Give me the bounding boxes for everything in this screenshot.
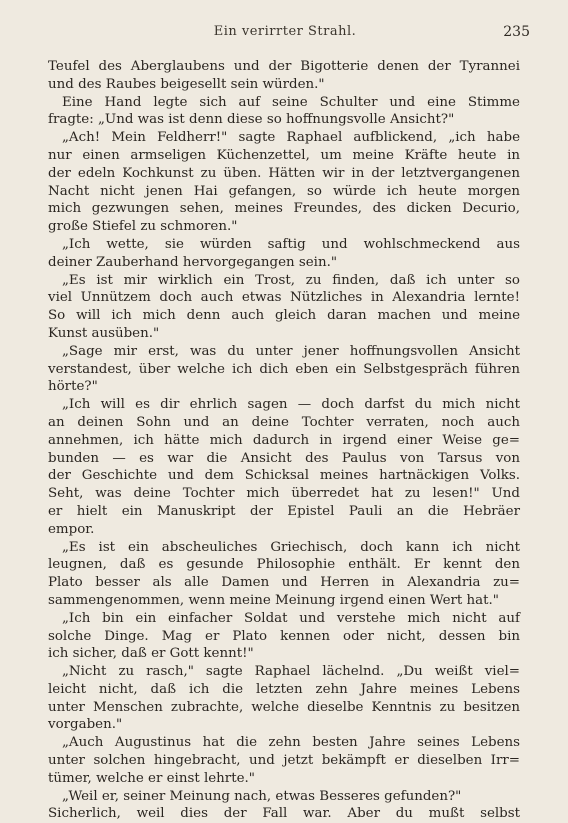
text-line: sammengenommen, wenn meine Meinung irgend einen Wert hat." (48, 592, 499, 608)
text-line: vorgaben." (48, 717, 123, 733)
text-line: unter Menschen zubrachte, welche dieselbe Kenntnis zu besitzen (48, 699, 520, 715)
text-line: Eine Hand legte sich auf seine Schulter und eine Stimme (62, 94, 520, 110)
body-text (48, 58, 520, 823)
text-line: „Nicht zu rasch," sagte Raphael lächelnd. „Du weißt viel= (62, 664, 520, 680)
text-line: der edeln Kochkunst zu üben. Hätten wir in der letztvergangenen (48, 165, 520, 181)
text-line: hörte?" (48, 379, 98, 395)
text-line: er hielt ein Manuskript der Epistel Pauli an die Hebräer (48, 503, 520, 519)
text-line: „Auch Augustinus hat die zehn besten Jahre seines Lebens (62, 735, 520, 751)
text-line: „Sage mir erst, was du unter jener hoffnungsvollen Ansicht (62, 343, 520, 359)
text-line: „Ich will es dir ehrlich sagen — doch darfst du mich nicht (62, 397, 520, 413)
text-line: Plato besser als alle Damen und Herren in Alexandria zu= (48, 575, 520, 591)
text-line: große Stiefel zu schmoren." (48, 219, 238, 235)
text-line: fragte: „Und was ist denn diese so hoffnungsvolle Ansicht?" (48, 112, 455, 128)
page-number: 235 (503, 24, 530, 40)
text-line: an deinen Sohn und an deine Tochter verraten, noch auch (48, 414, 520, 430)
text-line: „Ich wette, sie würden saftig und wohlschmeckend aus (62, 236, 520, 252)
text-line: leicht nicht, daß ich die letzten zehn Jahre meines Lebens (48, 681, 520, 697)
text-line: mich gezwungen sehen, meines Freundes, des dicken Decurio, (48, 201, 520, 217)
text-line: ich sicher, daß er Gott kennt!" (48, 646, 254, 662)
text-line: unter solchen hingebracht, und jetzt bekämpft er dieselben Irr= (48, 753, 520, 769)
text-line: Seht, was deine Tochter mich überredet hat zu lesen!" Und (48, 486, 520, 502)
text-line: „Es ist mir wirklich ein Trost, zu finden, daß ich unter so (62, 272, 520, 288)
text-line: annehmen, ich hätte mich dadurch in irgend einer Weise ge= (48, 432, 520, 448)
text-line: tümer, welche er einst lehrte." (48, 770, 255, 786)
text-line: „Weil er, seiner Meinung nach, etwas Besseres gefunden?" (62, 788, 462, 804)
text-line: der Geschichte und dem Schicksal meines hartnäckigen Volks. (48, 468, 520, 484)
text-line: empor. (48, 521, 95, 537)
text-line: Nacht nicht jenen Hai gefangen, so würde ich heute morgen (48, 183, 520, 199)
text-line: und des Raubes beigesellt sein würden." (48, 76, 325, 92)
text-line: Kunst ausüben." (48, 325, 160, 341)
page-header (40, 24, 530, 44)
text-line: Teufel des Aberglaubens und der Bigotterie denen der Tyrannei (48, 59, 520, 74)
text-line: verstandest, über welche ich dich eben ein Selbstgespräch führen (48, 361, 520, 377)
text-line: bunden — es war die Ansicht des Paulus von Tarsus von (48, 450, 520, 466)
text-line: leugnen, daß es gesunde Philosophie enthält. Er kennt den (48, 557, 520, 573)
text-line: „Ich bin ein einfacher Soldat und verstehe mich nicht auf (62, 610, 520, 626)
text-line: deiner Zauberhand hervorgegangen sein." (48, 254, 338, 270)
text-line: „Es ist ein abscheuliches Griechisch, doch kann ich nicht (62, 539, 520, 555)
text-line: solche Dinge. Mag er Plato kennen oder nicht, dessen bin (48, 628, 520, 644)
text-line: „Ach! Mein Feldherr!" sagte Raphael aufblickend, „ich habe (62, 130, 520, 146)
text-line: nur einen armseligen Küchenzettel, um meine Kräfte heute in (48, 147, 520, 163)
text-line: So will ich mich denn auch gleich daran machen und meine (48, 308, 520, 324)
running-title: Ein verirrter Strahl. (213, 24, 357, 39)
text-line: viel Unnützem doch auch etwas Nützliches in Alexandria lernte! (48, 290, 520, 306)
text-line: Sicherlich, weil dies der Fall war. Aber du mußt selbst (48, 806, 520, 822)
